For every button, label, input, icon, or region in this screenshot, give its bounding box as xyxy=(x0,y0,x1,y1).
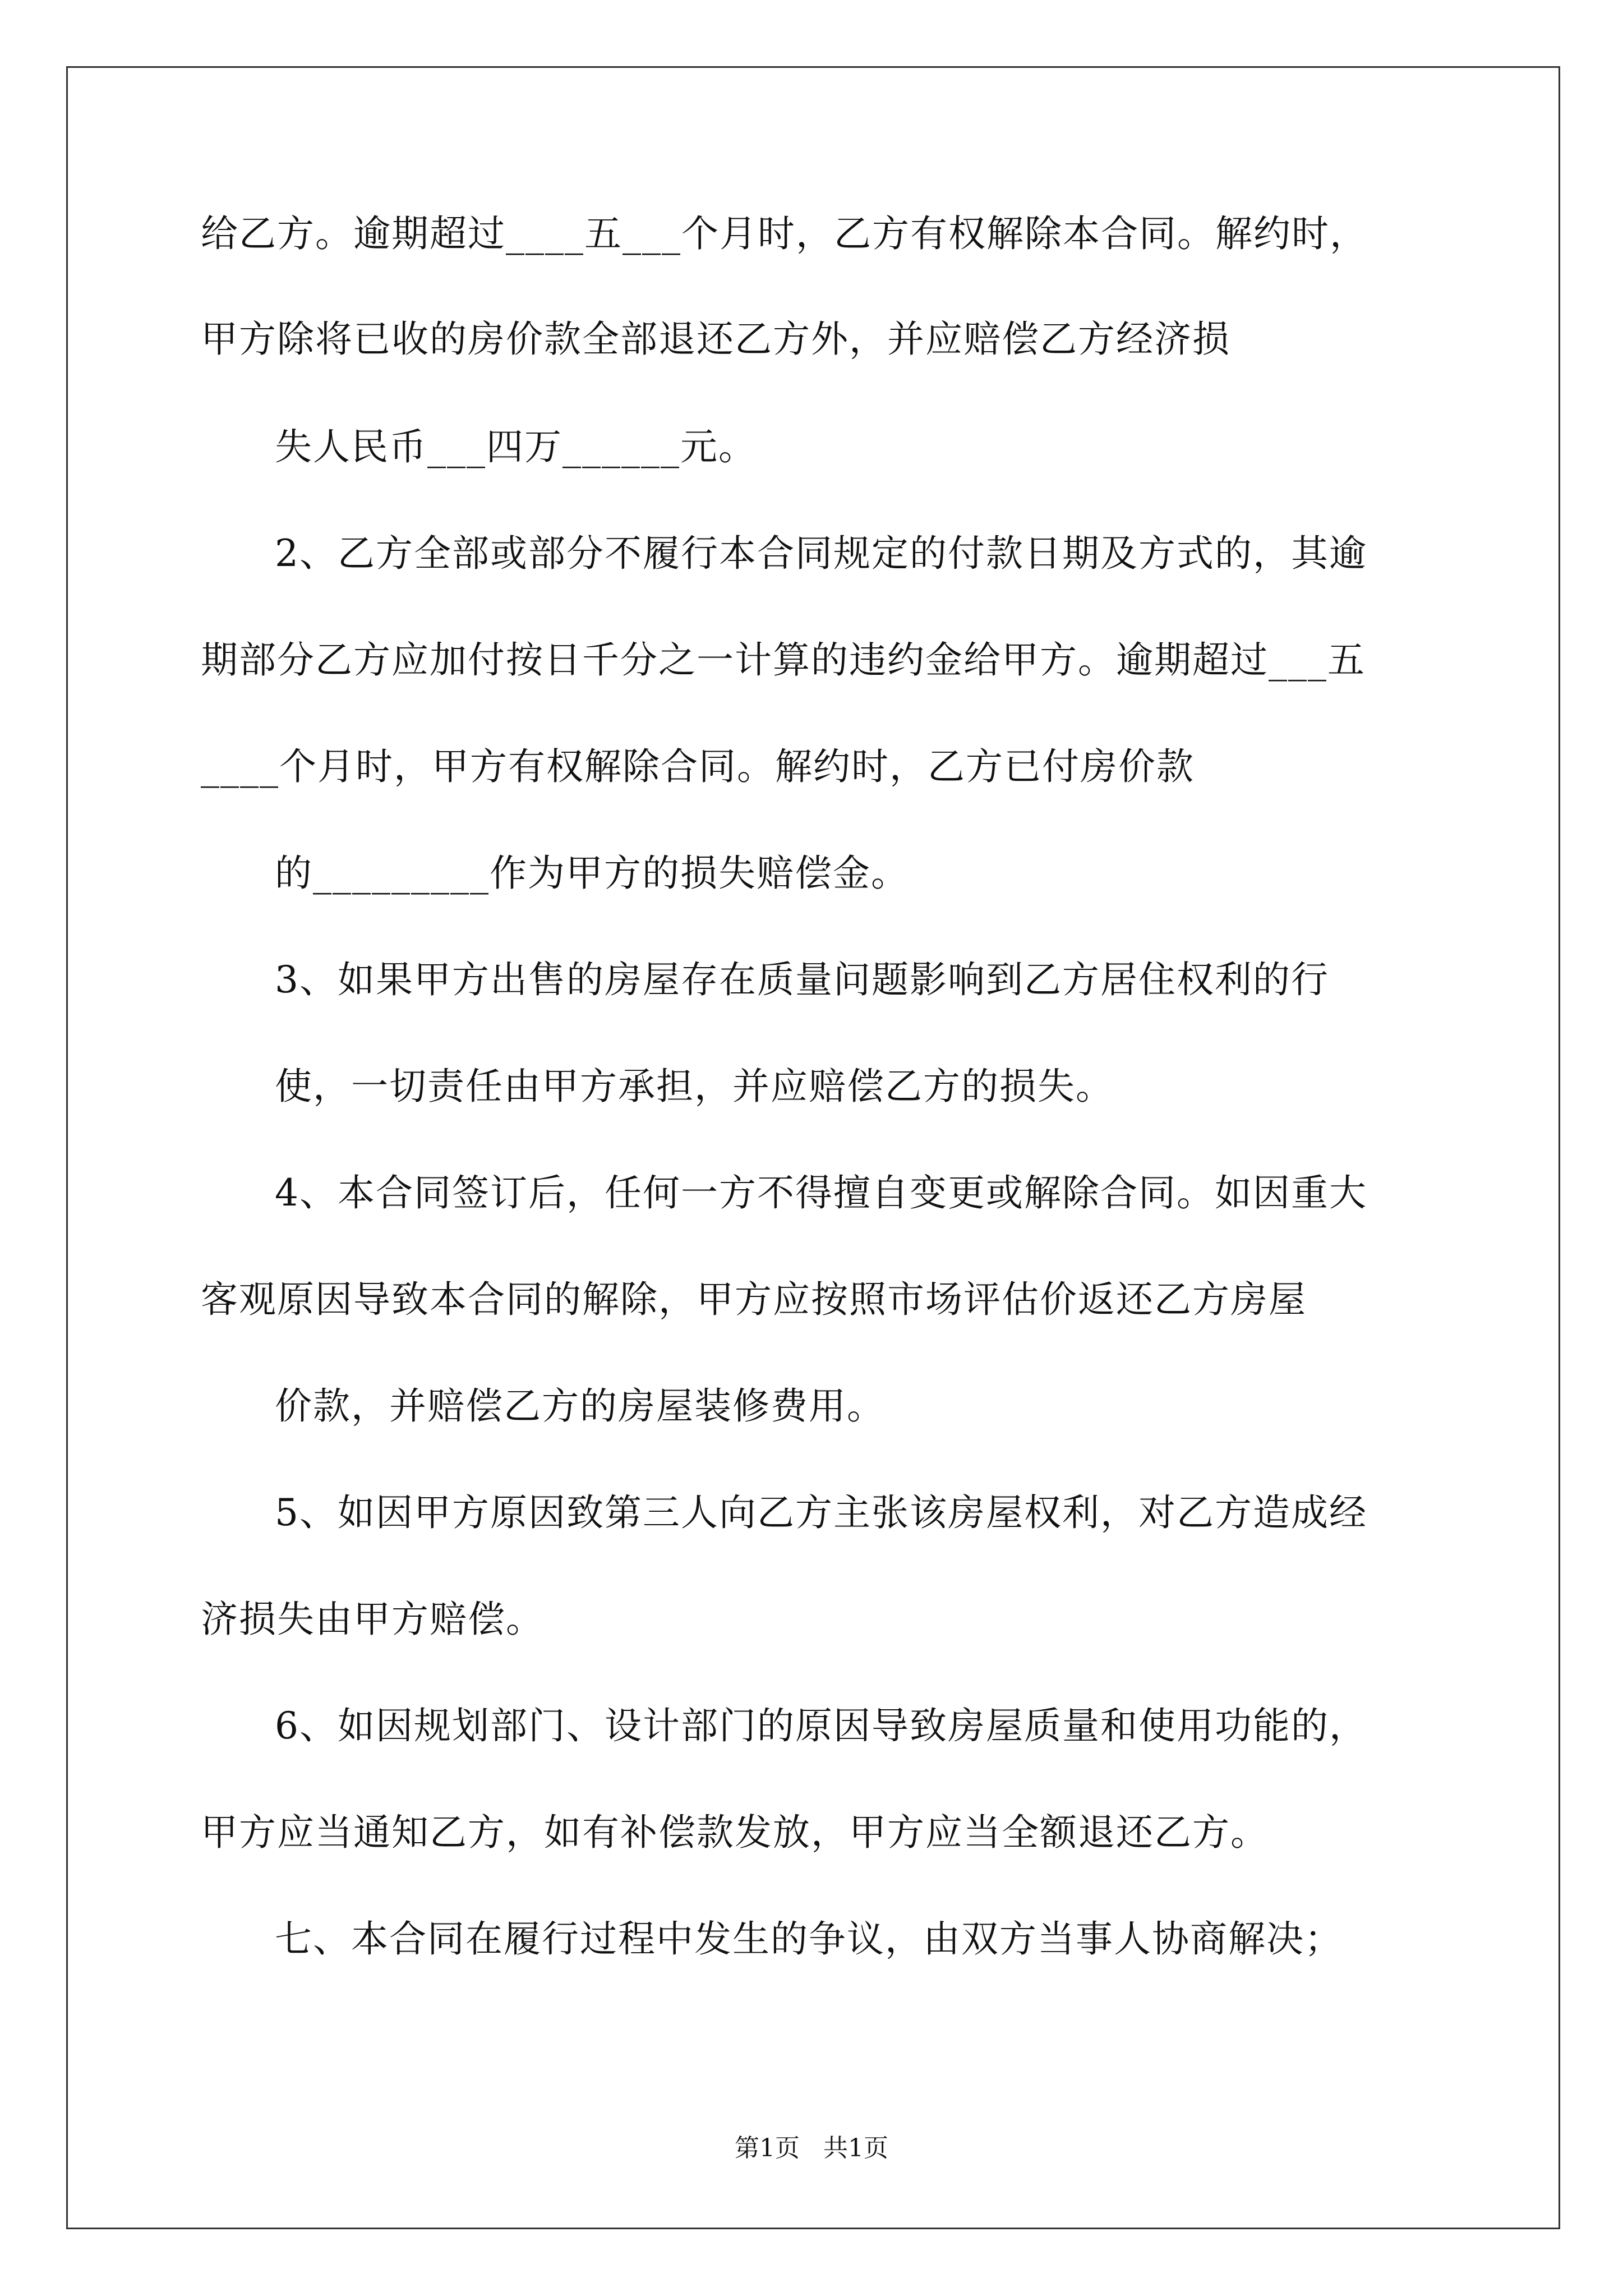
text-line: 济损失由甲方赔偿。 xyxy=(201,1598,544,1641)
text-line: 失人民币___四万______元。 xyxy=(275,425,757,468)
text-line: 使，一切责任由甲方承担，并应赔偿乙方的损失。 xyxy=(275,1065,1114,1108)
text-line: ____个月时，甲方有权解除合同。解约时，乙方已付房价款 xyxy=(201,745,1195,788)
text-line: 4、本合同签订后，任何一方不得擅自变更或解除合同。如因重大 xyxy=(275,1171,1367,1214)
text-line: 客观原因导致本合同的解除，甲方应按照市场评估价返还乙方房屋 xyxy=(201,1278,1307,1321)
text-line: 6、如因规划部门、设计部门的原因导致房屋质量和使用功能的， xyxy=(275,1704,1367,1747)
text-line: 价款，并赔偿乙方的房屋装修费用。 xyxy=(275,1384,885,1428)
page-border xyxy=(66,66,1560,2229)
text-line: 5、如因甲方原因致第三人向乙方主张该房屋权利，对乙方造成经 xyxy=(275,1491,1367,1534)
text-line: 给乙方。逾期超过____五___个月时，乙方有权解除本合同。解约时， xyxy=(201,212,1368,255)
text-line: 2、乙方全部或部分不履行本合同规定的付款日期及方式的，其逾 xyxy=(275,532,1367,575)
text-line: 甲方除将已收的房价款全部退还乙方外，并应赔偿乙方经济损 xyxy=(201,318,1230,361)
text-line: 期部分乙方应加付按日千分之一计算的违约金给甲方。逾期超过___五 xyxy=(201,638,1366,682)
text-line: 的_________作为甲方的损失赔偿金。 xyxy=(275,852,909,895)
text-line: 七、本合同在履行过程中发生的争议，由双方当事人协商解决； xyxy=(275,1917,1343,1961)
text-line: 3、如果甲方出售的房屋存在质量问题影响到乙方居住权利的行 xyxy=(275,958,1329,1001)
page-number-footer: 第1页 共1页 xyxy=(735,2134,888,2162)
text-line: 甲方应当通知乙方，如有补偿款发放，甲方应当全额退还乙方。 xyxy=(201,1811,1269,1854)
